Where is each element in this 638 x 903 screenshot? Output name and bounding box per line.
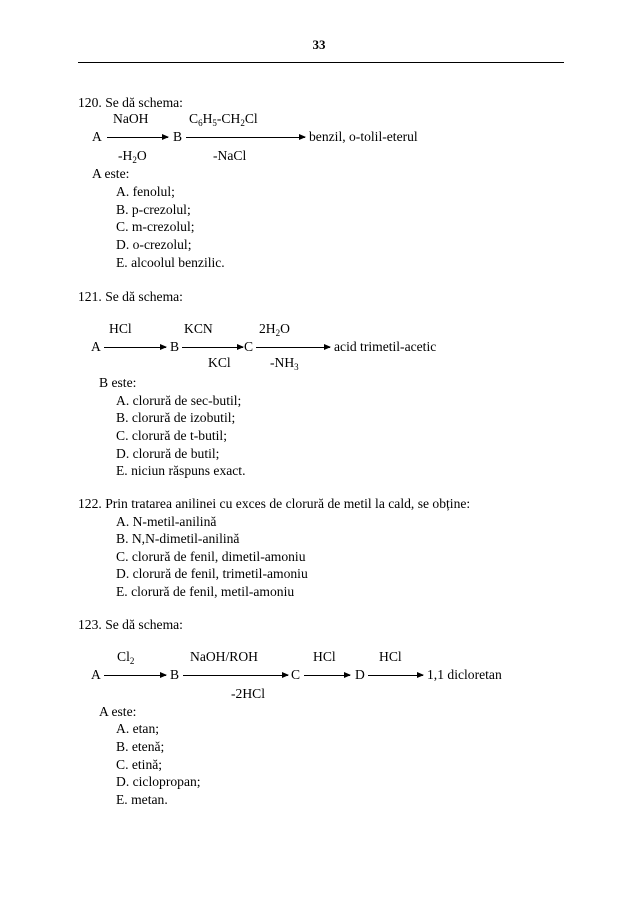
q123-letter-d: D [355,667,365,682]
q121-option-e: E. niciun răspuns exact. [116,463,246,478]
q120-letter-b: B [173,129,183,144]
q123-option-c: C. etină; [116,757,163,772]
q123-option-d: D. ciclopropan; [116,774,201,789]
q121-reagent-kcn: KCN [184,321,213,336]
q120-reagent-naoh: NaOH [113,111,149,126]
q120-option-e: E. alcoolul benzilic. [116,255,225,270]
q120-letter-a: A [92,129,102,144]
q121-letter-c: C [244,339,254,354]
q122-question: 122. Prin tratarea anilinei cu exces de clorură de metil la cald, se obține: [78,496,471,511]
q123-letter-a: A [91,667,101,682]
q123-reagent-chlorine: $Cl_2$ [117,649,135,666]
q121-byproduct-ammonia: $-NH_3$ [270,355,299,372]
q121-product: acid trimetil-acetic [334,339,437,354]
q121-arrow-1 [104,347,166,348]
q121-ask: B este: [99,375,137,390]
q120-product: benzil, o-tolil-eterul [309,129,418,144]
q120-question: 120. Se dă schema: [78,95,183,110]
q120-option-c: C. m-crezolul; [116,219,195,234]
q123-letter-b: B [170,667,180,682]
q123-reagent-hcl-2: HCl [379,649,402,664]
q120-reagent-benzyl-chloride: $C_6H_5-CH_2Cl$ [189,111,258,128]
q120-option-d: D. o-crezolul; [116,237,192,252]
q123-arrow-2 [183,675,288,676]
q122-option-c: C. clorură de fenil, dimetil-amoniu [116,549,306,564]
q123-option-a: A. etan; [116,721,160,736]
page-number: 33 [312,37,326,52]
q121-option-d: D. clorură de butil; [116,446,220,461]
q123-product: 1,1 dicloretan [427,667,502,682]
q123-byproduct-hcl: -2HCl [231,686,265,701]
q121-question: 121. Se dă schema: [78,289,183,304]
q123-arrow-3 [304,675,350,676]
q123-arrow-1 [104,675,166,676]
q121-option-b: B. clorură de izobutil; [116,410,236,425]
q121-option-c: C. clorură de t-butil; [116,428,227,443]
q121-arrow-3 [256,347,330,348]
q123-ask: A este: [99,704,137,719]
q121-reagent-water: $2H_2O$ [259,321,290,338]
q122-option-d: D. clorură de fenil, trimetil-amoniu [116,566,308,581]
q121-letter-b: B [170,339,180,354]
q123-arrow-4 [368,675,423,676]
q121-byproduct-kcl: KCl [208,355,231,370]
q123-reagent-hcl-1: HCl [313,649,336,664]
header-rule [78,62,564,63]
q121-option-a: A. clorură de sec-butil; [116,393,242,408]
q120-byproduct-water: $-H_2O$ [118,148,147,165]
q123-option-e: E. metan. [116,792,168,807]
q123-option-b: B. etenă; [116,739,165,754]
q120-option-b: B. p-crezolul; [116,202,191,217]
q120-option-a: A. fenolul; [116,184,175,199]
q123-letter-c: C [291,667,301,682]
q123-question: 123. Se dă schema: [78,617,183,632]
q123-reagent-naoh-roh: NaOH/ROH [190,649,258,664]
q120-byproduct-nacl: -NaCl [213,148,247,163]
q121-arrow-2 [182,347,243,348]
q120-ask: A este: [92,166,130,181]
q122-option-b: B. N,N-dimetil-anilină [116,531,240,546]
q122-option-a: A. N-metil-anilină [116,514,217,529]
q122-option-e: E. clorură de fenil, metil-amoniu [116,584,295,599]
q121-letter-a: A [91,339,101,354]
q121-reagent-hcl: HCl [109,321,132,336]
q120-arrow-1 [107,137,168,138]
q120-arrow-2 [186,137,305,138]
